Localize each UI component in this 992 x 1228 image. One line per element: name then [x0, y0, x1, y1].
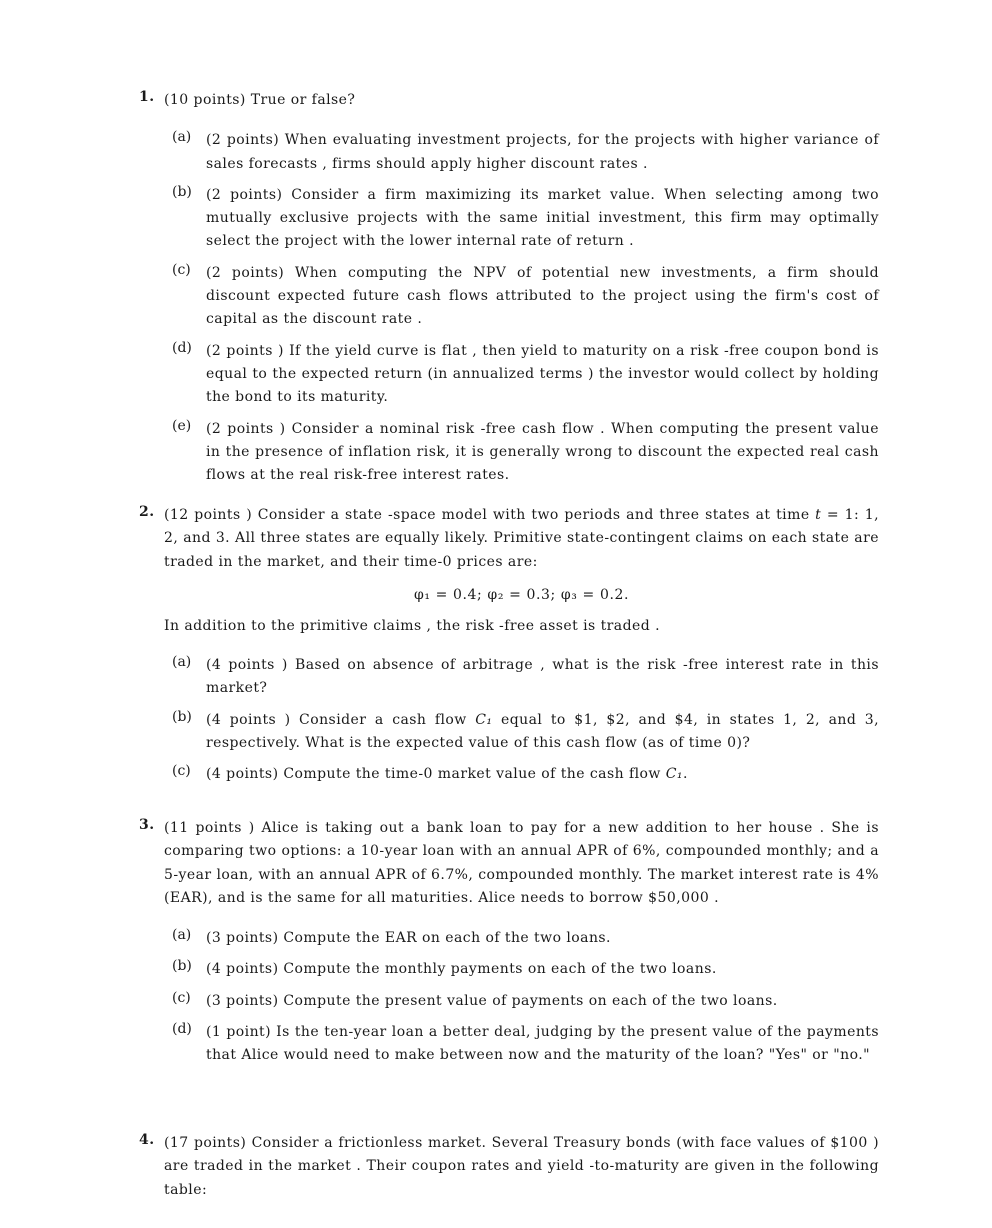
part-text-a: (4 points ) Consider a cash flow [206, 711, 467, 728]
part-text: (2 points) When computing the NPV of potential new investments, a firm should discount expected future cash flows attributed to the project using the firm's cost of capital as the discount rate . [206, 264, 879, 328]
state-price-equation: φ₁ = 0.4; φ₂ = 0.3; φ₃ = 0.2. [413, 586, 630, 603]
part-2c [172, 763, 879, 786]
problem-number: 1. [139, 89, 155, 105]
problem-intro [164, 504, 879, 574]
part-label: (d) [172, 339, 192, 356]
problem-3 [139, 817, 879, 1068]
part-3c [172, 990, 879, 1013]
part-text-b: equal to $1, $2, and $4, in states 1, 2, and 3, respectively. What is the expected value of this cash flow (as of time 0)? [206, 711, 879, 752]
part-text [206, 709, 879, 756]
part-text: (2 points ) If the yield curve is flat , then yield to maturity on a risk -free coupon bond is equal to the expected return (in annualized terms ) the investor would collect by holding the bond to its maturity. [206, 342, 879, 406]
part-text: (4 points) Compute the monthly payments on each of the two loans. [206, 961, 717, 978]
part-text: (2 points) Consider a firm maximizing its market value. When selecting among two mutually exclusive projects with the same initial investment, this firm may optimally select the project with the lower internal rate of return . [206, 186, 879, 250]
part-label: (a) [172, 927, 192, 944]
problem-intro: (10 points) True or false? [164, 92, 356, 108]
part-label: (b) [172, 958, 192, 975]
problem-1 [139, 89, 879, 487]
part-label: (c) [172, 763, 191, 780]
part-3b [172, 958, 879, 981]
intro-part-b: = 1: 1, 2, and 3. All three states are equally likely. Primitive state-contingent claims on each state are traded in the market, and their time-0 prices are: [164, 507, 879, 570]
part-2a [172, 654, 879, 701]
time-variable: t [815, 507, 822, 523]
part-1e [172, 418, 879, 488]
problem-number: 4. [139, 1132, 155, 1148]
part-text: (3 points) Compute the EAR on each of the two loans. [206, 930, 611, 947]
part-1c [172, 262, 879, 332]
part-text: (1 point) Is the ten-year loan a better deal, judging by the present value of the payments that Alice would need to make between now and the maturity of the loan? "Yes" or "no." [206, 1024, 879, 1064]
part-1b [172, 184, 879, 254]
part-text: (2 points) When evaluating investment projects, for the projects with higher variance of sales forecasts , firms should apply higher discount rates . [206, 132, 879, 172]
part-label: (c) [172, 989, 191, 1006]
cash-flow-variable: C₁ [665, 766, 683, 783]
part-text-a: (4 points) Compute the time-0 market value of the cash flow [206, 766, 661, 783]
part-text: (2 points ) Consider a nominal risk -free cash flow . When computing the present value in the presence of inflation risk, it is generally wrong to discount the expected real cash flows at the real risk-free interest rates. [206, 420, 879, 484]
part-3d [172, 1021, 879, 1068]
part-text [206, 763, 879, 786]
part-1d [172, 340, 879, 410]
cash-flow-variable: C₁ [475, 711, 493, 728]
intro-part-a: (12 points ) Consider a state -space model with two periods and three states at time [164, 507, 810, 523]
part-label: (b) [172, 183, 192, 200]
part-label: (a) [172, 654, 192, 671]
part-text: (3 points) Compute the present value of payments on each of the two loans. [206, 992, 778, 1009]
problem-number: 3. [139, 817, 155, 833]
problem-intro: (11 points ) Alice is taking out a bank loan to pay for a new addition to her house . She is comparing two options: a 10-year loan with an annual APR of 6%, compounded monthly; and a 5-year loan, with an annual APR of 6.7%, compounded monthly. The market interest rate is 4% (EAR), and is the same for all maturities. Alice needs to borrow $50,000 . [164, 820, 879, 906]
part-label: (d) [172, 1021, 192, 1038]
part-label: (e) [172, 417, 192, 434]
problem-addition: In addition to the primitive claims , the risk -free asset is traded . [164, 617, 660, 634]
problem-4 [139, 1132, 879, 1202]
part-text-b: . [683, 766, 688, 783]
part-2b [172, 709, 879, 756]
part-label: (c) [172, 261, 191, 278]
problem-2 [139, 504, 879, 787]
part-label: (b) [172, 708, 192, 725]
part-1a [172, 129, 879, 176]
problem-intro: (17 points) Consider a frictionless market. Several Treasury bonds (with face values of $100 ) are traded in the market . Their coupon rates and yield -to-maturity are given in the following table: [164, 1135, 879, 1198]
part-3a [172, 927, 879, 950]
part-label: (a) [172, 129, 192, 146]
problem-number: 2. [139, 504, 155, 520]
part-text: (4 points ) Based on absence of arbitrage , what is the risk -free interest rate in this market? [206, 657, 879, 697]
